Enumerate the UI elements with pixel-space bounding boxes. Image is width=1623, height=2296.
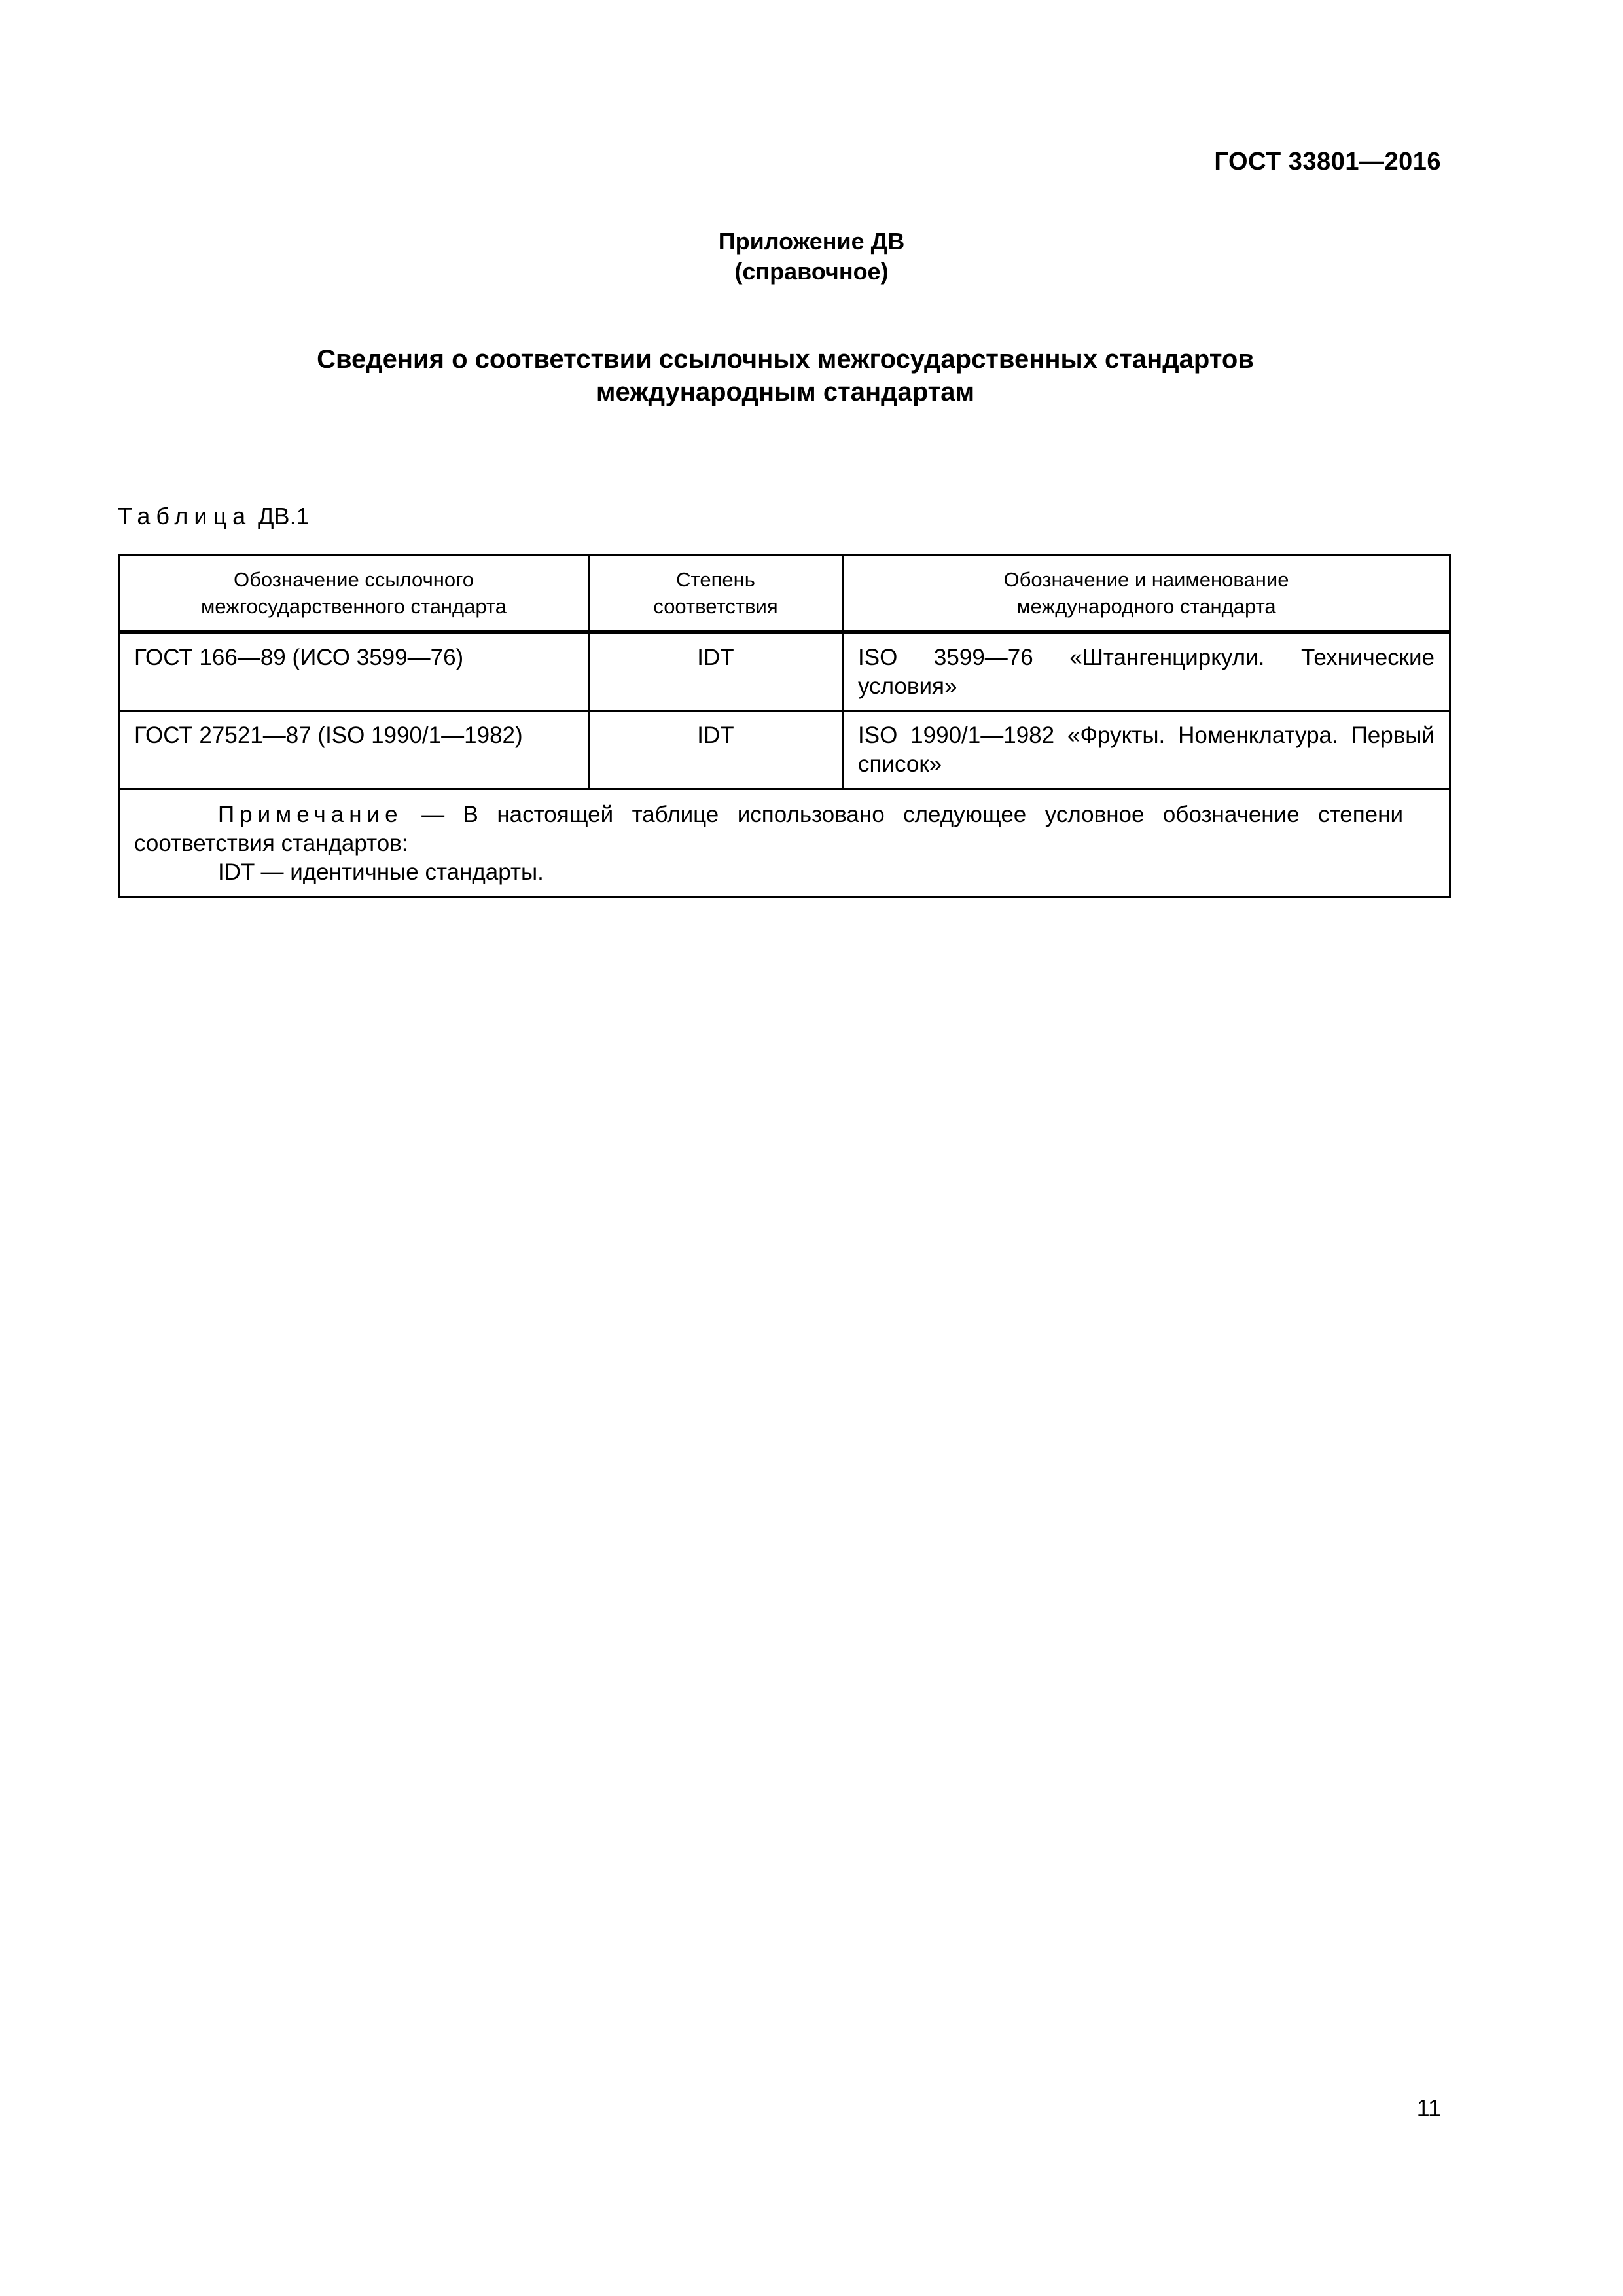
table-label-word: Таблица [118, 503, 252, 529]
header-degree [589, 555, 843, 633]
note-text [134, 800, 1403, 858]
appendix-title: Приложение ДВ [718, 228, 905, 255]
header-col2-line2: соответствия [653, 595, 778, 618]
cell-international-standard: ISO 1990/1—1982 «Фрукты. Номенклатура. Первый список» [843, 711, 1450, 789]
cell-degree: IDT [589, 711, 843, 789]
header-col2-line1: Степень [676, 568, 755, 591]
note-idt-definition: IDT — идентичные стандарты. [218, 859, 544, 885]
header-col3-line1: Обозначение и наименование [1003, 568, 1289, 591]
table-header-row [119, 555, 1450, 633]
document-code: ГОСТ 33801—2016 [1214, 148, 1441, 175]
table-label-number: ДВ.1 [258, 503, 310, 529]
header-international-standard [843, 555, 1450, 633]
header-col1-line1: Обозначение ссылочного [234, 568, 474, 591]
cell-interstate-standard: ГОСТ 166—89 (ИСО 3599—76) [119, 632, 589, 711]
appendix-subtitle: (справочное) [734, 258, 889, 285]
table-row [119, 711, 1450, 789]
table-row [119, 632, 1450, 711]
appendix-heading [0, 226, 1623, 287]
note-label: Примечание [218, 802, 403, 827]
cell-degree: IDT [589, 632, 843, 711]
table-note [119, 789, 1450, 897]
section-title-line-1: Сведения о соответствии ссылочных межгосударственных стандартов [317, 345, 1254, 374]
header-col3-line2: международного стандарта [1016, 595, 1276, 618]
page-number: 11 [1416, 2094, 1441, 2121]
standards-correspondence-table [118, 554, 1451, 898]
table-label [118, 501, 310, 531]
note-body: — В настоящей таблице использовано следующее условное обозначение степени соответствия стандартов: [134, 802, 1403, 856]
cell-interstate-standard: ГОСТ 27521—87 (ISO 1990/1—1982) [119, 711, 589, 789]
section-title-line-2: международным стандартам [596, 378, 975, 406]
cell-international-standard: ISO 3599—76 «Штангенциркули. Технические условия» [843, 632, 1450, 711]
header-col1-line2: межгосударственного стандарта [200, 595, 507, 618]
table-note-row [119, 789, 1450, 897]
header-interstate-standard [119, 555, 589, 633]
section-title [0, 343, 1571, 408]
